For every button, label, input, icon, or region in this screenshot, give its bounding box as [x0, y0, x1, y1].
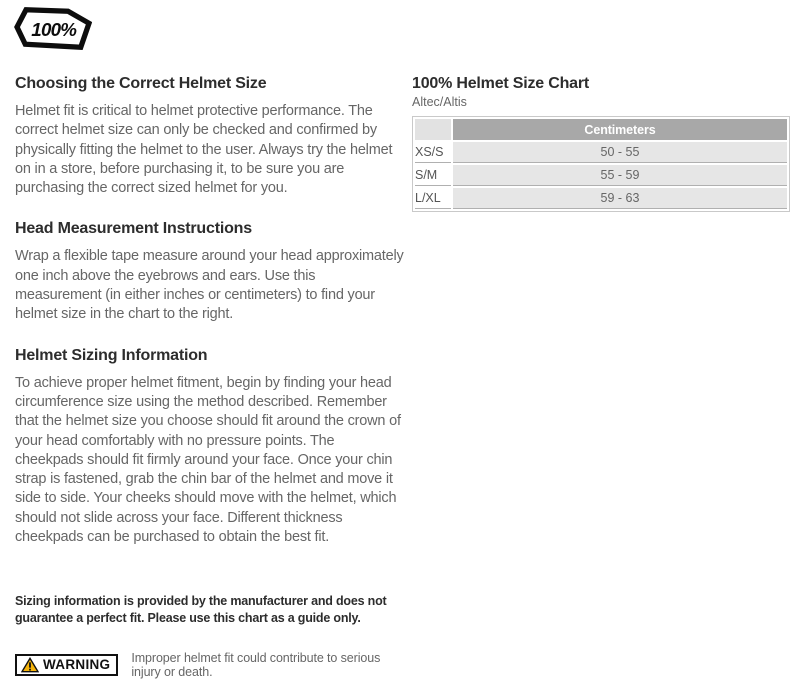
size-label-cell: L/XL [415, 188, 451, 209]
warning-badge-label: WARNING [43, 657, 111, 673]
table-header-row [415, 119, 787, 140]
warning-badge [15, 654, 118, 676]
size-value-cell: 50 - 55 [453, 142, 787, 163]
table-row [415, 188, 787, 209]
size-chart-subtitle: Altec/Altis [412, 95, 467, 109]
section-body-choosing-size: Helmet fit is critical to helmet protective performance. The correct helmet size can only be checked and confirmed by physically fitting the helmet to the user. Always try the helmet on in a store, before purchasing it, to be sure you are purchasing the correct sized helmet for you. [15, 103, 393, 197]
section-heading-head-measurement: Head Measurement Instructions [15, 220, 252, 238]
table-corner-cell [415, 119, 451, 140]
sizing-guide-text-column [15, 72, 405, 679]
size-chart-table [412, 116, 790, 212]
warning-text: Improper helmet fit could contribute to serious injury or death. [131, 651, 381, 679]
size-label-cell: S/M [415, 165, 451, 186]
brand-logo-hexagon [14, 5, 92, 52]
brand-logo-text: 100% [31, 19, 77, 40]
warning-row [15, 651, 405, 679]
size-chart-panel [412, 72, 790, 212]
section-heading-choosing-size: Choosing the Correct Helmet Size [15, 75, 267, 92]
page [0, 5, 800, 679]
warning-triangle-icon [21, 657, 39, 673]
section-body-sizing-information: To achieve proper helmet fitment, begin by finding your head circumference size using the method described. Remember that the helmet size you choose should fit around the crown of your head comfortably with no pressure points. The cheekpads should fit firmly around your face. Once your chin strap is fastened, grab the chin bar of the helmet and move it side to side. Your cheeks should move with the helmet, which should not slide across your face. Different thickness cheekpads can be purchased to obtain the best fit. [15, 374, 401, 546]
disclaimer-text: Sizing information is provided by the manufacturer and does not guarantee a perfect fit. Please use this chart as a guide only. [15, 594, 387, 626]
brand-logo-100percent [14, 5, 92, 52]
content-columns [0, 72, 800, 679]
table-column-header-centimeters: Centimeters [453, 119, 787, 140]
table-row [415, 165, 787, 186]
table-row [415, 142, 787, 163]
section-heading-sizing-information: Helmet Sizing Information [15, 346, 208, 364]
section-body-head-measurement: Wrap a flexible tape measure around your head approximately one inch above the eyebrows and ears. Use this measurement (in either inches or centimeters) to find your helmet size in the chart to the right. [15, 248, 404, 323]
size-value-cell: 55 - 59 [453, 165, 787, 186]
size-chart-title: 100% Helmet Size Chart [412, 75, 590, 92]
size-label-cell: XS/S [415, 142, 451, 163]
size-value-cell: 59 - 63 [453, 188, 787, 209]
